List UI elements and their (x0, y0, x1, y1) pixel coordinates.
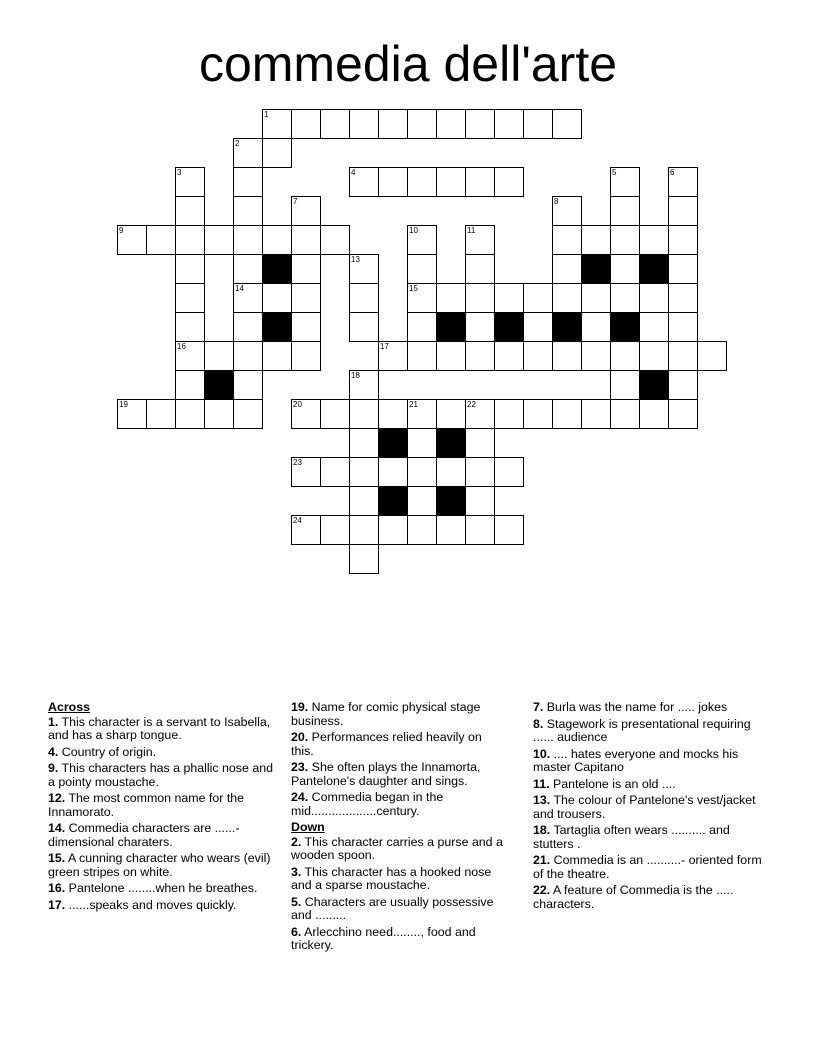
grid-cell[interactable] (291, 515, 321, 545)
clue-number: 24 (293, 516, 302, 525)
clue-item: 14. Commedia characters are ......-dimensional charaters. (48, 821, 240, 849)
clue-number: 13 (351, 255, 360, 264)
grid-cell[interactable] (697, 341, 727, 371)
clue-column-1 (48, 701, 273, 915)
grid-cell[interactable] (523, 312, 553, 342)
clue-number: 11 (467, 226, 476, 235)
black-square (639, 370, 669, 400)
clue-item: 19. Name for comic physical stage business. (291, 700, 481, 728)
clue-item: 13. The colour of Pantelone's vest/jacket and trousers. (533, 793, 756, 821)
grid-cell[interactable] (233, 196, 263, 226)
page-title: commedia dell'arte (198, 36, 618, 92)
grid-cell[interactable] (494, 109, 524, 139)
clue-number: 19 (119, 400, 128, 409)
grid-cell[interactable] (407, 254, 437, 284)
grid-cell[interactable] (436, 399, 466, 429)
grid-cell[interactable] (610, 225, 640, 255)
grid-cell[interactable] (639, 399, 669, 429)
clue-number: 2 (235, 139, 240, 148)
clue-item: 6. Arlecchino need........, food and trickery. (291, 924, 476, 952)
grid-cell[interactable] (291, 283, 321, 313)
clue-number: 6 (670, 168, 675, 177)
grid-cell[interactable] (349, 109, 379, 139)
grid-cell[interactable] (204, 399, 234, 429)
clue-number: 18 (351, 371, 360, 380)
grid-cell[interactable] (349, 399, 379, 429)
clue-number: 9 (119, 226, 124, 235)
clue-number-label: 4. (48, 744, 59, 759)
clue-number-label: 2. (291, 834, 302, 849)
clue-item: 16. Pantelone ........when he breathes. (48, 881, 258, 895)
clue-number-label: 21. (533, 853, 551, 867)
grid-cell[interactable] (552, 109, 582, 139)
clue-number-label: 12. (48, 791, 66, 805)
grid-cell[interactable] (262, 109, 292, 139)
grid-cell[interactable] (668, 283, 698, 313)
grid-cell[interactable] (175, 283, 205, 313)
grid-cell[interactable] (407, 428, 437, 458)
black-square (204, 370, 234, 400)
grid-cell[interactable] (320, 399, 350, 429)
grid-cell[interactable] (146, 399, 176, 429)
grid-cell[interactable] (523, 109, 553, 139)
clue-item: 7. Burla was the name for ..... jokes (533, 700, 728, 714)
grid-cell[interactable] (523, 283, 553, 313)
grid-cell[interactable] (349, 544, 379, 574)
grid-cell[interactable] (233, 283, 263, 313)
grid-cell[interactable] (291, 399, 321, 429)
clue-number-label: 13. (533, 793, 551, 807)
grid-cell[interactable] (233, 138, 263, 168)
grid-cell[interactable] (291, 457, 321, 487)
grid-cell[interactable] (668, 370, 698, 400)
grid-cell[interactable] (407, 399, 437, 429)
grid-cell[interactable] (552, 254, 582, 284)
clue-item: 4. Country of origin. (48, 744, 157, 759)
grid-cell[interactable] (175, 341, 205, 371)
grid-cell[interactable] (639, 283, 669, 313)
clue-number-label: 8. (533, 716, 544, 731)
grid-cell[interactable] (407, 167, 437, 197)
grid-cell[interactable] (407, 225, 437, 255)
clue-number: 15 (409, 284, 418, 293)
grid-cell[interactable] (175, 225, 205, 255)
clue-item: 21. Commedia is an ..........- oriented form of the theatre. (533, 853, 762, 881)
grid-cell[interactable] (668, 399, 698, 429)
clue-number: 7 (293, 197, 298, 206)
grid-cell[interactable] (552, 225, 582, 255)
clue-number-label: 7. (533, 700, 544, 714)
clue-number-label: 1. (48, 714, 59, 729)
clue-number-label: 16. (48, 881, 66, 895)
grid-cell[interactable] (262, 225, 292, 255)
clue-number: 17 (380, 342, 389, 351)
grid-cell[interactable] (494, 341, 524, 371)
grid-cell[interactable] (407, 515, 437, 545)
clue-number: 10 (409, 226, 418, 235)
clue-item: 5. Characters are usually possessive and ......... (291, 894, 494, 922)
grid-cell[interactable] (320, 109, 350, 139)
clue-item: 2. This character carries a purse and a wooden spoon. (291, 834, 503, 862)
clue-number-label: 24. (291, 790, 309, 804)
grid-cell[interactable] (291, 225, 321, 255)
grid-cell[interactable] (610, 399, 640, 429)
grid-cell[interactable] (668, 225, 698, 255)
black-square (552, 312, 582, 342)
grid-cell[interactable] (378, 109, 408, 139)
grid-cell[interactable] (291, 254, 321, 284)
grid-cell[interactable] (262, 341, 292, 371)
grid-cell[interactable] (552, 399, 582, 429)
grid-cell[interactable] (610, 370, 640, 400)
clue-number-label: 6. (291, 924, 302, 939)
grid-cell[interactable] (175, 370, 205, 400)
clue-number-label: 10. (533, 746, 551, 761)
grid-cell[interactable] (175, 312, 205, 342)
grid-cell[interactable] (581, 225, 611, 255)
clue-number-label: 17. (48, 897, 66, 912)
grid-cell[interactable] (204, 225, 234, 255)
grid-cell[interactable] (117, 225, 147, 255)
clue-column-2 (291, 701, 506, 956)
grid-cell[interactable] (668, 341, 698, 371)
grid-cell[interactable] (204, 341, 234, 371)
black-square (581, 254, 611, 284)
grid-cell[interactable] (175, 196, 205, 226)
grid-cell[interactable] (552, 341, 582, 371)
grid-cell[interactable] (610, 196, 640, 226)
grid-cell[interactable] (320, 457, 350, 487)
grid-cell[interactable] (436, 341, 466, 371)
grid-cell[interactable] (610, 254, 640, 284)
clue-number-label: 11. (533, 776, 550, 791)
grid-cell[interactable] (552, 196, 582, 226)
grid-cell[interactable] (233, 225, 263, 255)
grid-cell[interactable] (436, 167, 466, 197)
grid-cell[interactable] (175, 167, 205, 197)
grid-cell[interactable] (407, 486, 437, 516)
clue-number: 16 (177, 342, 186, 351)
grid-cell[interactable] (146, 225, 176, 255)
clue-item: 23. She often plays the Innamorta, Pantelone's daughter and sings. (291, 760, 481, 788)
grid-cell[interactable] (407, 312, 437, 342)
clue-number-label: 20. (291, 730, 309, 744)
clue-number-label: 14. (48, 821, 66, 835)
grid-cell[interactable] (378, 341, 408, 371)
grid-cell[interactable] (349, 457, 379, 487)
grid-cell[interactable] (233, 341, 263, 371)
grid-cell[interactable] (436, 515, 466, 545)
grid-cell[interactable] (494, 167, 524, 197)
grid-cell[interactable] (262, 283, 292, 313)
grid-cell[interactable] (407, 341, 437, 371)
grid-cell[interactable] (320, 515, 350, 545)
grid-cell[interactable] (262, 138, 292, 168)
clue-number-label: 3. (291, 864, 302, 879)
grid-cell[interactable] (233, 399, 263, 429)
grid-cell[interactable] (581, 341, 611, 371)
grid-cell[interactable] (233, 312, 263, 342)
down-heading: Down (291, 820, 325, 834)
clue-number-label: 19. (291, 700, 309, 714)
black-square (262, 254, 292, 284)
clue-item: 9. This characters has a phallic nose and a pointy moustache. (48, 761, 274, 789)
grid-cell[interactable] (349, 515, 379, 545)
clue-number: 3 (177, 168, 182, 177)
grid-cell[interactable] (291, 312, 321, 342)
grid-cell[interactable] (465, 341, 495, 371)
grid-cell[interactable] (436, 457, 466, 487)
grid-cell[interactable] (639, 312, 669, 342)
grid-cell[interactable] (320, 225, 350, 255)
grid-cell[interactable] (465, 283, 495, 313)
grid-cell[interactable] (494, 457, 524, 487)
grid-cell[interactable] (378, 515, 408, 545)
black-square (639, 254, 669, 284)
grid-cell[interactable] (378, 399, 408, 429)
clue-item: 3. This character has a hooked nose and a sparse moustache. (291, 864, 492, 892)
clue-number-label: 23. (291, 760, 309, 774)
black-square (436, 486, 466, 516)
grid-cell[interactable] (117, 399, 147, 429)
grid-cell[interactable] (407, 283, 437, 313)
grid-cell[interactable] (465, 399, 495, 429)
clue-item: 17. ......speaks and moves quickly. (48, 897, 237, 912)
grid-cell[interactable] (581, 312, 611, 342)
grid-cell[interactable] (349, 370, 379, 400)
grid-cell[interactable] (233, 254, 263, 284)
grid-cell[interactable] (378, 167, 408, 197)
grid-cell[interactable] (523, 399, 553, 429)
clue-number-label: 22. (533, 883, 551, 897)
clue-number: 23 (293, 458, 302, 467)
clue-number-label: 15. (48, 851, 66, 865)
grid-cell[interactable] (407, 109, 437, 139)
grid-cell[interactable] (610, 283, 640, 313)
grid-cell[interactable] (465, 254, 495, 284)
clue-number: 20 (293, 400, 302, 409)
clue-number-label: 5. (291, 894, 302, 909)
grid-cell[interactable] (349, 283, 379, 313)
grid-cell[interactable] (639, 225, 669, 255)
grid-cell[interactable] (581, 399, 611, 429)
clue-item: 1. This character is a servant to Isabella, and has a sharp tongue. (48, 714, 271, 742)
grid-cell[interactable] (465, 457, 495, 487)
clue-item: 11. Pantelone is an old .... (533, 776, 676, 791)
clue-number: 22 (467, 400, 476, 409)
grid-cell[interactable] (436, 283, 466, 313)
grid-cell[interactable] (233, 370, 263, 400)
grid-cell[interactable] (465, 312, 495, 342)
clue-number: 4 (351, 168, 356, 177)
grid-cell[interactable] (668, 167, 698, 197)
clue-column-3 (533, 701, 763, 914)
clue-number-label: 18. (533, 823, 551, 837)
clue-number: 14 (235, 284, 244, 293)
grid-cell[interactable] (494, 515, 524, 545)
grid-cell[interactable] (465, 486, 495, 516)
clue-item: 8. Stagework is presentational requiring ...... audience (533, 716, 751, 744)
grid-cell[interactable] (581, 283, 611, 313)
grid-cell[interactable] (552, 283, 582, 313)
black-square (378, 486, 408, 516)
black-square (610, 312, 640, 342)
clue-number: 1 (264, 110, 269, 119)
grid-cell[interactable] (349, 167, 379, 197)
grid-cell[interactable] (639, 341, 669, 371)
grid-cell[interactable] (465, 428, 495, 458)
clue-item: 18. Tartaglia often wears .......... and stutters . (533, 823, 730, 851)
grid-cell[interactable] (349, 254, 379, 284)
clue-number: 5 (612, 168, 617, 177)
grid-cell[interactable] (523, 341, 553, 371)
grid-cell[interactable] (436, 109, 466, 139)
clue-item: 15. A cunning character who wears (evil) green stripes on white. (48, 851, 271, 879)
grid-cell[interactable] (378, 457, 408, 487)
grid-cell[interactable] (465, 167, 495, 197)
black-square (378, 428, 408, 458)
clue-number: 21 (409, 400, 418, 409)
black-square (436, 428, 466, 458)
grid-cell[interactable] (668, 254, 698, 284)
grid-cell[interactable] (465, 109, 495, 139)
black-square (262, 312, 292, 342)
clue-item: 22. A feature of Commedia is the ..... characters. (533, 883, 734, 911)
clue-item: 12. The most common name for the Innamorato. (48, 791, 245, 819)
grid-cell[interactable] (465, 515, 495, 545)
grid-cell[interactable] (349, 486, 379, 516)
grid-cell[interactable] (175, 399, 205, 429)
grid-cell[interactable] (494, 399, 524, 429)
grid-cell[interactable] (407, 457, 437, 487)
grid-cell[interactable] (349, 428, 379, 458)
across-heading: Across (48, 700, 91, 714)
grid-cell[interactable] (668, 196, 698, 226)
clue-number-label: 9. (48, 761, 59, 775)
grid-cell[interactable] (610, 167, 640, 197)
grid-cell[interactable] (291, 341, 321, 371)
black-square (494, 312, 524, 342)
grid-cell[interactable] (668, 312, 698, 342)
grid-cell[interactable] (465, 225, 495, 255)
black-square (436, 312, 466, 342)
grid-cell[interactable] (291, 196, 321, 226)
grid-cell[interactable] (233, 167, 263, 197)
grid-cell[interactable] (349, 312, 379, 342)
grid-cell[interactable] (175, 254, 205, 284)
clue-number: 8 (554, 197, 559, 206)
grid-cell[interactable] (610, 341, 640, 371)
clue-item: 24. Commedia began in the mid...................century. (291, 790, 444, 818)
grid-cell[interactable] (494, 283, 524, 313)
clue-item: 20. Performances relied heavily on this. (291, 730, 482, 758)
grid-cell[interactable] (291, 109, 321, 139)
clue-item: 10. .... hates everyone and mocks his master Capitano (533, 746, 739, 774)
